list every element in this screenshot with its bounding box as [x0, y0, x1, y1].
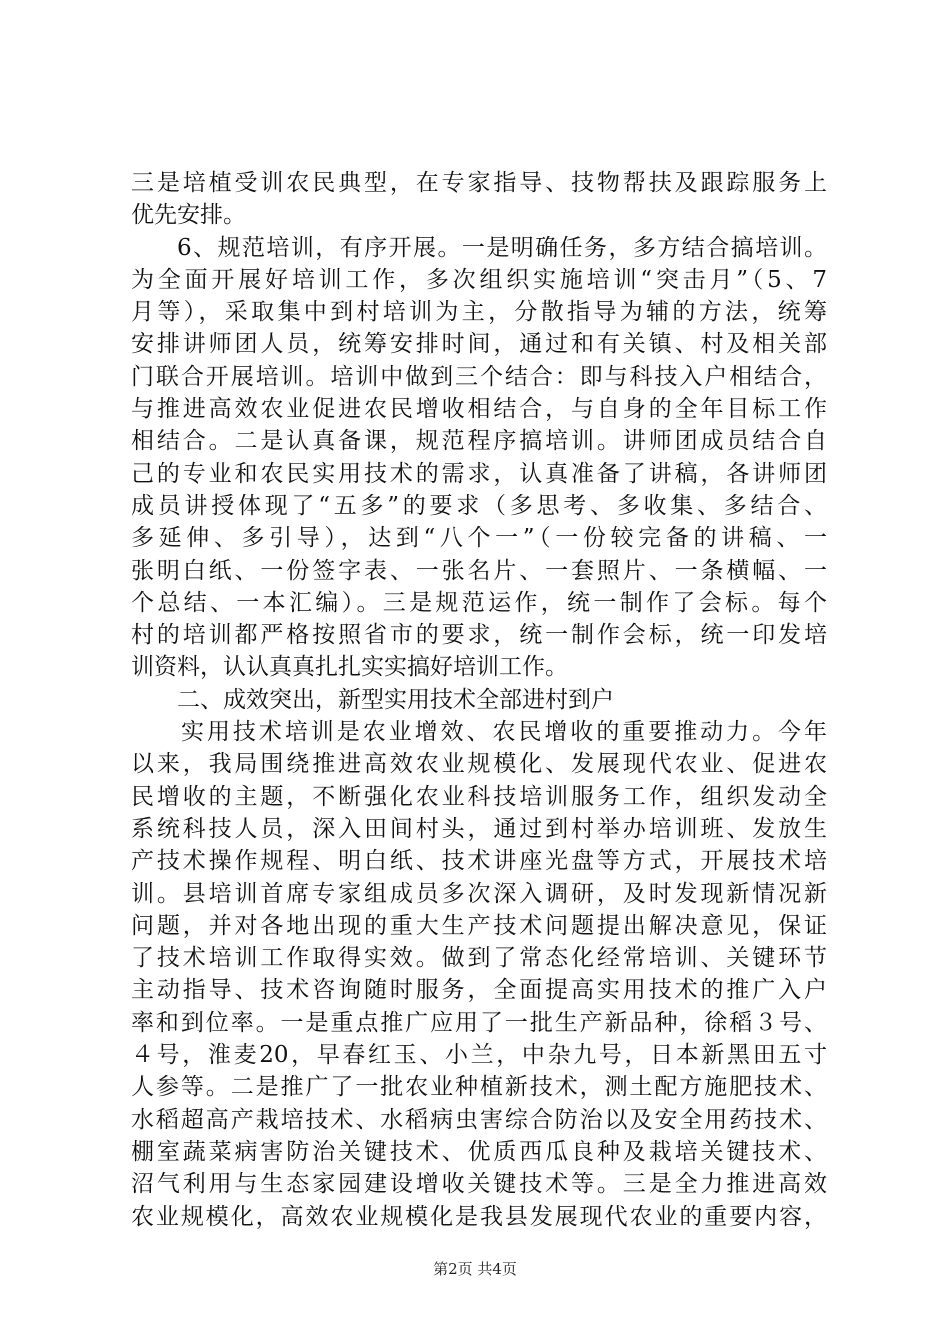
text-line: 多延伸、多引导），达到“八个一”（一份较完备的讲稿、一	[131, 525, 827, 552]
text-line: 安排讲师团人员，统筹安排时间，通过和有关镇、村及相关部	[131, 331, 827, 358]
text-line: ４号，淮麦20，早春红玉、小兰，中杂九号，日本新黑田五寸	[131, 1042, 827, 1069]
document-body	[131, 167, 827, 1233]
text-line: 系统科技人员，深入田间村头，通过到村举办培训班、发放生	[131, 815, 827, 842]
text-line: 张明白纸、一份签字表、一张名片、一套照片、一条横幅、一	[131, 557, 827, 584]
text-line: 棚室蔬菜病害防治关键技术、优质西瓜良种及栽培关键技术、	[131, 1138, 827, 1165]
text-line: 水稻超高产栽培技术、水稻病虫害综合防治以及安全用药技术、	[131, 1106, 827, 1133]
text-line: 人参等。二是推广了一批农业种植新技术，测土配方施肥技术、	[131, 1074, 827, 1101]
text-line: 三是培植受训农民典型，在专家指导、技物帮扶及跟踪服务上	[131, 170, 827, 196]
text-line: 优先安排。	[131, 202, 246, 229]
page-number: 第2页 共4页	[433, 1260, 517, 1278]
text-line: 训。县培训首席专家组成员多次深入调研，及时发现新情况新	[131, 880, 827, 907]
text-line: 以来，我局围绕推进高效农业规模化、发展现代农业、促进农	[131, 751, 827, 778]
text-line: 门联合开展培训。培训中做到三个结合：即与科技入户相结合，	[131, 363, 827, 390]
text-line: 村的培训都严格按照省市的要求，统一制作会标，统一印发培	[131, 622, 827, 649]
text-line: 产技术操作规程、明白纸、技术讲座光盘等方式，开展技术培	[131, 848, 827, 875]
text-line: 成员讲授体现了“五多”的要求（多思考、多收集、多结合、	[131, 492, 827, 519]
text-line: 农业规模化，高效农业规模化是我县发展现代农业的重要内容，	[131, 1203, 827, 1230]
section-heading: 二、成效突出，新型实用技术全部进村到户	[177, 686, 614, 713]
text-line: 主动指导、技术咨询随时服务，全面提高实用技术的推广入户	[131, 977, 827, 1004]
page-footer	[0, 1258, 950, 1279]
text-line: 6、规范培训，有序开展。一是明确任务，多方结合搞培训。	[177, 234, 827, 261]
text-line: 实用技术培训是农业增效、农民增收的重要推动力。今年	[181, 719, 827, 746]
text-line: 率和到位率。一是重点推广应用了一批生产新品种，徐稻３号、	[131, 1009, 827, 1036]
text-line: 与推进高效农业促进农民增收相结合，与自身的全年目标工作	[131, 396, 827, 423]
text-line: 训资料，认认真真扎扎实实搞好培训工作。	[131, 654, 568, 681]
text-line: 民增收的主题，不断强化农业科技培训服务工作，组织发动全	[131, 783, 827, 810]
text-line: 为全面开展好培训工作，多次组织实施培训“突击月”（5、7	[131, 266, 827, 293]
text-line: 了技术培训工作取得实效。做到了常态化经常培训、关键环节	[131, 945, 827, 972]
text-line: 月等），采取集中到村培训为主，分散指导为辅的方法，统筹	[131, 299, 827, 326]
text-line: 沼气利用与生态家园建设增收关键技术等。三是全力推进高效	[131, 1171, 827, 1198]
text-line: 问题，并对各地出现的重大生产技术问题提出解决意见，保证	[131, 912, 827, 939]
text-line: 个总结、一本汇编）。三是规范运作，统一制作了会标。每个	[131, 589, 827, 616]
text-line: 相结合。二是认真备课，规范程序搞培训。讲师团成员结合自	[131, 428, 827, 455]
text-line: 己的专业和农民实用技术的需求，认真准备了讲稿，各讲师团	[131, 460, 827, 487]
